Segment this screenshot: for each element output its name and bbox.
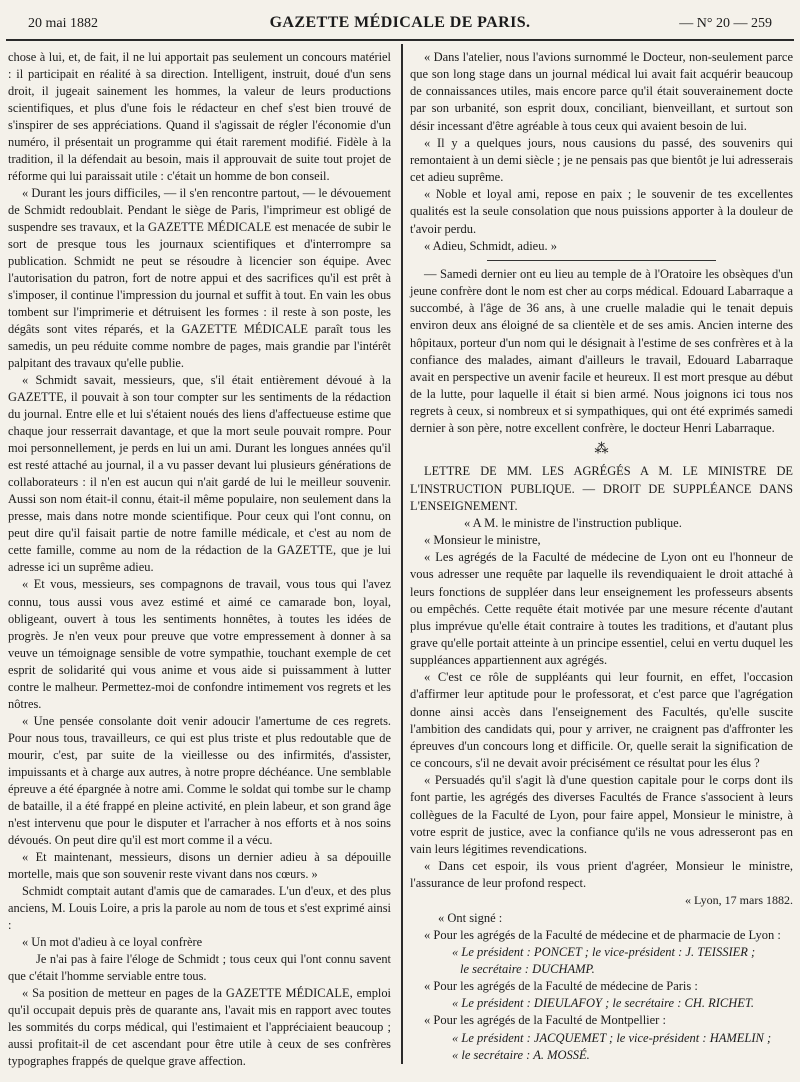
signatory-line: « le secrétaire : A. MOSSÉ.	[452, 1047, 590, 1062]
right-column	[410, 49, 793, 1064]
paragraph: « Une pensée consolante doit venir adoucir l'amertume de ces regrets. Pour nous tous, travailleurs, ce qui est plus triste et plus redoutable que de mourir, c'est, par suite de la vieillesse ou des infirmités, d'assister, impuissants et à charge aux autres, à notre propre déchéance. Une semblable épreuve a été épargnée à notre ami. Comme le soldat qui tombe sur le champ de bataille, il a été frappé en pleine activité, en plein labeur, et son grand âge n'est intervenu que pour le disputer et l'arracher à nos efforts et à nos soins dévoués. On peut dire qu'il est mort comme il a vécu.	[8, 713, 391, 847]
paragraph: « Durant les jours difficiles, — il s'en rencontre partout, — le dévouement de Schmidt redoublait. Pendant le siège de Paris, l'imprimeur est obligé de suspendre ses travaux, et la GAZETTE MÉDICALE est menacée de subir le sort de presque tous les journaux scientifiques et d'interrompre sa publication. Schmidt ne peut se résoudre à licencier son équipe. Avec l'autorisation du patron, fort de notre appui et des sacrifices qu'il est prêt à s'imposer, il continue l'impression du journal et suffit à tout. En vain les obus tombent sur l'imprimerie et détruisent les formes : il reste à son poste, les dégâts sont vites réparés, et la GAZETTE MÉDICALE paraît tous les samedis, un peu réduite comme nombre de pages, mais grandie par l'intérêt palpitant des travaux qu'elle publie.	[8, 186, 391, 371]
signatory-line: « Pour les agrégés de la Faculté de Montpellier :	[424, 1013, 666, 1028]
letter-heading: LETTRE DE MM. LES AGRÉGÉS A M. LE MINISTRE DE L'INSTRUCTION PUBLIQUE. — DROIT DE SUPPLÉANCE DANS L'ENSEIGNEMENT.	[410, 464, 793, 513]
header-rule	[6, 39, 794, 41]
place-date: « Lyon, 17 mars 1882.	[685, 893, 793, 908]
signatory-line: « Le président : PONCET ; le vice-président : J. TEISSIER ;	[452, 944, 756, 959]
paragraph: « Noble et loyal ami, repose en paix ; le souvenir de tes excellentes qualités est la seule consolation que nous puissions apporter à la douleur de t'avoir perdu.	[410, 187, 793, 236]
paragraph: « Et vous, messieurs, ses compagnons de travail, vous tous qui l'avez connu, tous aussi vous avez estimé et aimé ce camarade bon, loyal, obligeant, ouvert à tous les sentiments honnêtes, à toutes les idées de progrès. Je n'en veux pour preuve que votre empressement à donner à sa veuve un témoignage sensible de votre sympathie, touchant exemple de cet esprit de solidarité qui vous anime et vous aide si puissamment à lutter contre le malheur. Permettez-moi de confondre intimement vos regrets et les nôtres.	[8, 577, 391, 711]
section-separator	[487, 260, 717, 261]
page-header	[28, 14, 772, 36]
paragraph: « Il y a quelques jours, nous causions du passé, des souvenirs qui remontaient à un demi siècle ; je ne pensais pas que bientôt je lui adresserais cet adieu suprême.	[410, 135, 793, 185]
letter-salutation: « Monsieur le ministre,	[424, 533, 541, 548]
paragraph: Schmidt comptait autant d'amis que de camarades. L'un d'eux, et des plus anciens, M. Louis Loire, a pris la parole au nom de tous et s'est exprimé ainsi :	[8, 883, 391, 932]
header-page-number: — N° 20 — 259	[679, 16, 772, 31]
paragraph: « C'est ce rôle de suppléants qui leur fournit, en effet, l'occasion d'affirmer leur aptitude pour le professorat, et c'est parce que l'agrégation donne ainsi accès dans l'enseignement des Facultés, qu'elle suscite l'ambition des candidats qui, pour y arriver, ne craignent pas d'affronter les épreuves d'un concours long et difficile. Or, quelle serait la signification de ce concours, s'il ne devait avoir précisément ce résultat pour les élus ?	[410, 670, 793, 771]
paragraph: « Les agrégés de la Faculté de médecine de Lyon ont eu l'honneur de vous adresser une requête par laquelle ils revendiquaient le droit attaché à leurs fonctions de suppléer dans leur enseignement les professeurs absents ou empêchés. Cette requête était motivée par une mesure récente d'autant plus imprévue qu'elle était contraire à toutes les traditions, et d'autant plus grave qu'elle portait atteinte à un principe essentiel, celui en vertu duquel les suppléances appartiennent aux agrégés.	[410, 550, 793, 668]
letter-addressee: « A M. le ministre de l'instruction publique.	[464, 515, 682, 530]
asterism: ⁂	[594, 442, 609, 458]
paragraph: « Un mot d'adieu à ce loyal confrère	[22, 934, 203, 949]
paragraph: « Persuadés qu'il s'agit là d'une question capitale pour le corps dont ils font partie, les agrégés des diverses Facultés de France s'associent à leurs collègues de la Faculté de Lyon, pour faire appel, Monsieur le ministre, à votre esprit de justice, avec la confiance qu'ils ne vous adresseront pas en vain leurs légitimes revendications.	[410, 773, 793, 856]
column-divider	[401, 44, 403, 1064]
signatory-line: « Le président : JACQUEMET ; le vice-président : HAMELIN ;	[452, 1030, 772, 1045]
paragraph: « Et maintenant, messieurs, disons un dernier adieu à sa dépouille mortelle, mais que son souvenir reste vivant dans nos cœurs. »	[8, 849, 391, 881]
paragraph: « Dans cet espoir, ils vous prient d'agréer, Monsieur le ministre, l'assurance de leur profond respect.	[410, 859, 793, 891]
signed-label: « Ont signé :	[438, 910, 503, 925]
signatory-line: « Pour les agrégés de la Faculté de médecine de Paris :	[424, 979, 698, 994]
signatory-line: le secrétaire : DUCHAMP.	[460, 961, 595, 976]
signatory-line: « Pour les agrégés de la Faculté de médecine et de pharmacie de Lyon :	[424, 927, 781, 942]
left-column	[8, 49, 391, 1070]
header-title: GAZETTE MÉDICALE DE PARIS.	[269, 14, 531, 31]
paragraph: « Adieu, Schmidt, adieu. »	[424, 238, 557, 253]
paragraph: Je n'ai pas à faire l'éloge de Schmidt ; tous ceux qui l'ont connu savent que c'était l'homme serviable entre tous.	[8, 951, 391, 983]
paragraph: « Sa position de metteur en pages de la GAZETTE MÉDICALE, emploi qu'il occupait depuis près de quarante ans, l'avait mis en rapport avec toutes les sommités du corps médical, qui l'estimaient et l'appréciaient beaucoup ; aussi profitait-il de cet ascendant pour être utile à ceux de ses confrères typographes frappés de quelque grave affection.	[8, 985, 391, 1068]
signatory-line: « Le président : DIEULAFOY ; le secrétaire : CH. RICHET.	[452, 996, 755, 1011]
paragraph: chose à lui, et, de fait, il ne lui apportait pas seulement un concours matériel : il participait en réalité à sa direction. Intelligent, instruit, doué d'un sens droit, il jugeait sainement les hommes, la valeur de leurs productions scientifiques, et plus d'une fois le rédacteur en chef s'est bien trouvé de s'inspirer de ses appréciations. Quand il s'agissait de régler l'économie d'un numéro, il présentait un programme qui était rarement modifié. Fidèle à la tradition, il la défendait au besoin, mais il approuvait de suite tout projet de réforme qui lui paraissait utile : c'était un homme de bon conseil.	[8, 50, 391, 184]
paragraph: — Samedi dernier ont eu lieu au temple de à l'Oratoire les obsèques d'un jeune confrère dont le nom est cher au corps médical. Edouard Labarraque a succombé, à l'âge de 36 ans, à une cruelle maladie qui le tenait depuis environ deux ans éloigné de sa clientèle et de ses amis. Ancien interne des hôpitaux, porteur d'un nom qui le désignait à l'estime de ses confrères et à la confiance des malades, aimant d'ailleurs le travail, Edouard Labarraque avait en perspective un avenir facile et heureux. Il est mort presque au début de la lutte, pour laquelle il était si bien armé. Nous joignons ici tous nos regrets à ceux, si nombreux et si sympathiques, qui ont été exprimés samedi dernier à son père, notre excellent confrère, le docteur Henri Labarraque.	[410, 266, 793, 436]
paragraph: « Schmidt savait, messieurs, que, s'il était entièrement dévoué à la GAZETTE, il pouvait à son tour compter sur les sentiments de la rédaction du journal. Entre elle et lui s'étaient noués des liens d'affectueuse estime que chaque jour resserrait davantage, et que la mort seule pouvait rompre. Pour moi personnellement, je perds en lui un ami. Durant les longues années qu'il est resté attaché au journal, il a vu passer devant lui plusieurs générations de collaborateurs : il n'en est aucun qui n'ait gardé de lui le meilleur souvenir. Aussi son nom était-il connu, était-il même populaire, non seulement dans la presse, mais dans notre monde scientifique. Pour ceux qui l'ont connu, on peut dire qu'il faisait partie de notre famille médicale, et c'est au nom de cette famille, comme au nom de la rédaction de la GAZETTE, que je lui adresse ici un suprême adieu.	[8, 373, 391, 575]
header-date: 20 mai 1882	[28, 16, 98, 31]
paragraph: « Dans l'atelier, nous l'avions surnommé le Docteur, non-seulement parce que son long stage dans un journal médical lui avait fait acquérir beaucoup de connaissances utiles, mais encore parce qu'il était souverainement docte par son urbanité, son esprit doux, conciliant, bienveillant, et surtout son désir incessant d'être agréable à tous ceux qui avaient besoin de lui.	[410, 50, 793, 133]
